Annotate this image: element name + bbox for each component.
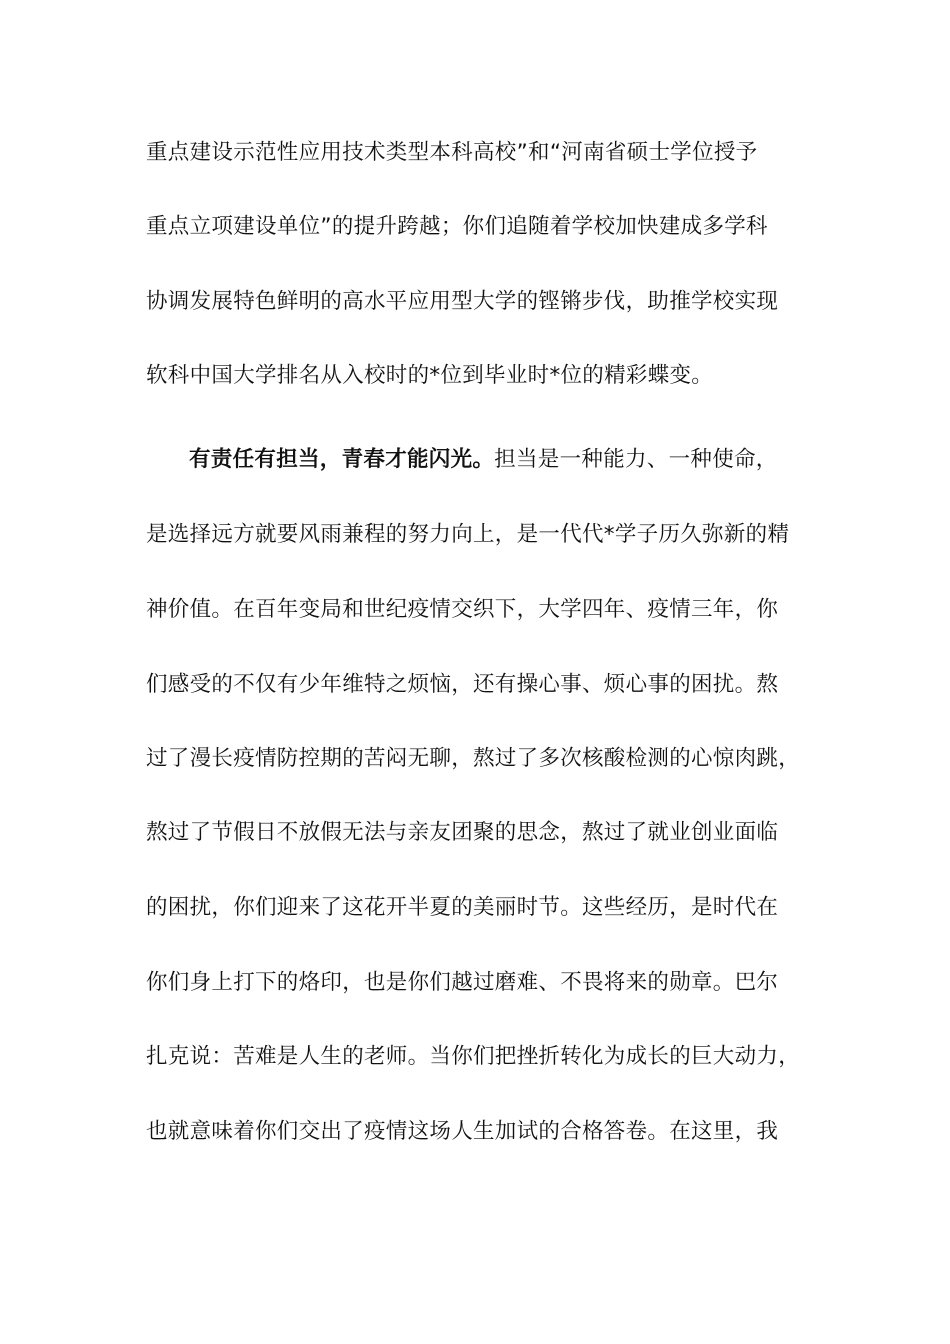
paragraph-first-line <box>189 445 869 475</box>
paragraph-text: 担当是一种能力、一种使命， <box>494 447 778 472</box>
text-line: 过了漫长疫情防控期的苦闷无聊，熬过了多次核酸检测的心惊肉跳， <box>146 746 801 771</box>
text-line: 重点建设示范性应用技术类型本科高校”和“河南省硕士学位授予 <box>146 140 758 165</box>
text-line: 的困扰，你们迎来了这花开半夏的美丽时节。这些经历，是时代在 <box>146 895 779 920</box>
paragraph-heading: 有责任有担当，青春才能闪光。 <box>189 447 495 472</box>
text-line: 们感受的不仅有少年维特之烦恼，还有操心事、烦心事的困扰。熬 <box>146 672 779 697</box>
text-line: 是选择远方就要风雨兼程的努力向上，是一代代*学子历久弥新的精 <box>146 522 790 547</box>
text-line: 神价值。在百年变局和世纪疫情交织下，大学四年、疫情三年，你 <box>146 597 779 622</box>
text-line: 也就意味着你们交出了疫情这场人生加试的合格答卷。在这里，我 <box>146 1119 779 1144</box>
text-line: 熬过了节假日不放假无法与亲友团聚的思念，熬过了就业创业面临 <box>146 820 779 845</box>
text-line: 扎克说：苦难是人生的老师。当你们把挫折转化为成长的巨大动力， <box>146 1044 801 1069</box>
text-line: 重点立项建设单位”的提升跨越；你们追随着学校加快建成多学科 <box>146 214 768 239</box>
text-line: 协调发展特色鲜明的高水平应用型大学的铿锵步伐，助推学校实现 <box>146 289 779 314</box>
text-line: 你们身上打下的烙印，也是你们越过磨难、不畏将来的勋章。巴尔 <box>146 970 779 995</box>
text-line: 软科中国大学排名从入校时的*位到毕业时*位的精彩蝶变。 <box>146 363 714 388</box>
